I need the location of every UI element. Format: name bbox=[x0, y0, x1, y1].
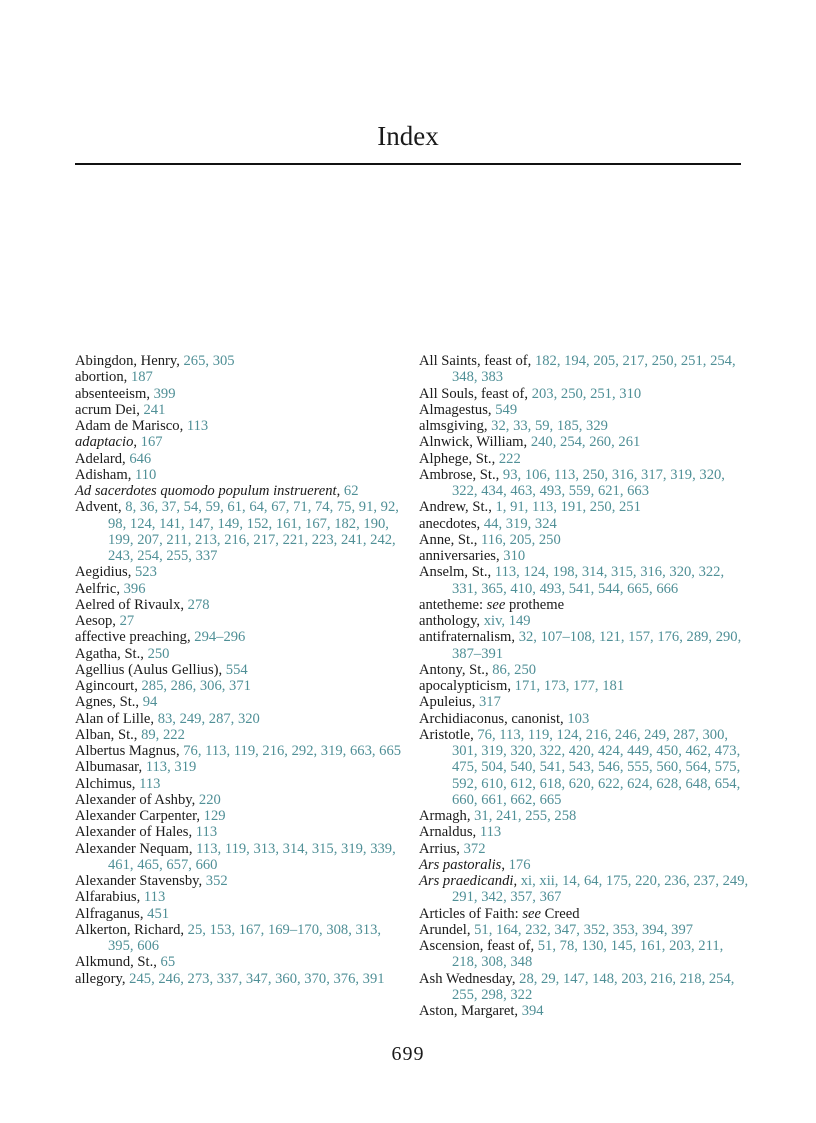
page-references[interactable]: 285, 286, 306, 371 bbox=[141, 678, 251, 694]
entry-heading: Alkerton, Richard bbox=[75, 921, 181, 938]
index-entry: antetheme: see protheme bbox=[419, 596, 565, 613]
entry-heading: Arundel bbox=[419, 921, 467, 938]
index-entry: Alexander of Ashby, 220 bbox=[75, 791, 221, 808]
entry-heading: Alfraganus bbox=[75, 905, 140, 922]
entry-heading: Articles of Faith bbox=[419, 905, 515, 922]
page-references[interactable]: 278 bbox=[187, 596, 210, 613]
entry-heading: Ars pastoralis bbox=[419, 856, 502, 873]
index-entry: Andrew, St., 1, 91, 113, 191, 250, 251 bbox=[419, 499, 641, 516]
entry-heading: Alexander of Hales bbox=[75, 824, 189, 841]
entry-heading: antetheme bbox=[419, 596, 479, 613]
page-references[interactable]: 187 bbox=[130, 369, 153, 386]
entry-heading: Aelfric bbox=[75, 580, 117, 597]
page-references[interactable]: 62 bbox=[343, 483, 359, 499]
index-entry: acrum Dei, 241 bbox=[75, 401, 166, 418]
index-entry: allegory, 245, 246, 273, 337, 347, 360, 370, 376, 391 bbox=[75, 970, 385, 987]
index-entry: Anselm, St., 113, 124, 198, 314, 315, 316, 320, 322, 331, 365, 410, 493, 541, 544, 665, 666 bbox=[419, 564, 725, 597]
entry-heading: Agnes, St. bbox=[75, 694, 136, 711]
page-references[interactable]: 646 bbox=[129, 450, 152, 467]
page-references[interactable]: 44, 319, 324 bbox=[483, 515, 557, 532]
entry-heading: Ambrose, St. bbox=[419, 466, 496, 483]
index-entry: Antony, St., 86, 250 bbox=[419, 661, 537, 678]
index-entry: Alkmund, St., 65 bbox=[75, 954, 176, 971]
index-entry: anthology, xiv, 149 bbox=[419, 613, 531, 629]
index-entry: Ambrose, St., 93, 106, 113, 250, 316, 317, 319, 320, 322, 434, 463, 493, 559, 621, 663 bbox=[419, 466, 725, 499]
index-entry: Ars pastoralis, 176 bbox=[419, 856, 531, 873]
page-references[interactable]: 554 bbox=[225, 661, 248, 678]
page-references[interactable]: 372 bbox=[463, 840, 486, 857]
index-entry: apocalypticism, 171, 173, 177, 181 bbox=[419, 678, 625, 694]
index-entry: anniversaries, 310 bbox=[419, 548, 526, 564]
page-references[interactable]: 182, 194, 205, 217, 250, 251, 254, 348, 383 bbox=[452, 353, 736, 386]
page-references[interactable]: 113 bbox=[195, 824, 218, 841]
page-references[interactable]: 89, 222 bbox=[141, 726, 185, 743]
page-references[interactable]: 222 bbox=[498, 450, 521, 467]
index-entry: Agatha, St., 250 bbox=[75, 645, 170, 662]
page-references[interactable]: 65 bbox=[160, 954, 176, 971]
index-entry: Alkerton, Richard, 25, 153, 167, 169–170, 308, 313, 395, 606 bbox=[75, 921, 382, 954]
entry-heading: All Saints, feast of bbox=[419, 353, 528, 369]
index-entry: Alexander Carpenter, 129 bbox=[75, 808, 226, 824]
entry-heading: All Souls, feast of bbox=[419, 385, 525, 402]
entry-heading: Alchimus bbox=[75, 775, 132, 792]
page-references[interactable]: 31, 241, 255, 258 bbox=[474, 808, 577, 824]
index-entry: All Souls, feast of, 203, 250, 251, 310 bbox=[419, 385, 642, 402]
entry-heading: Armagh bbox=[419, 808, 467, 824]
index-entry: Abingdon, Henry, 265, 305 bbox=[75, 353, 235, 369]
page-references[interactable]: 203, 250, 251, 310 bbox=[531, 385, 642, 402]
entry-heading: Adisham bbox=[75, 466, 128, 483]
page-references[interactable]: 250 bbox=[147, 645, 170, 662]
entry-heading: Alan of Lille bbox=[75, 710, 151, 727]
page-references[interactable]: 86, 250 bbox=[492, 661, 537, 678]
entry-heading: Anselm, St. bbox=[419, 564, 488, 581]
entry-heading: Alexander Carpenter bbox=[75, 808, 197, 824]
entry-heading: Adelard bbox=[75, 450, 123, 467]
entry-heading: Alexander of Ashby bbox=[75, 791, 192, 808]
entry-heading: Alnwick, William bbox=[419, 434, 524, 451]
index-entry: Apuleius, 317 bbox=[419, 694, 501, 711]
entry-heading: adaptacio bbox=[75, 434, 134, 451]
entry-heading: Agincourt bbox=[75, 678, 135, 694]
page-references[interactable]: xiv, 149 bbox=[483, 613, 531, 629]
entry-heading: Agellius (Aulus Gellius) bbox=[75, 661, 219, 678]
index-entry: Aelfric, 396 bbox=[75, 580, 146, 597]
entry-heading: Alkmund, St. bbox=[75, 954, 154, 971]
page-references[interactable]: 113 bbox=[186, 418, 209, 434]
page-references[interactable]: 32, 33, 59, 185, 329 bbox=[491, 418, 608, 434]
page-references[interactable]: 32, 107–108, 121, 157, 176, 289, 290, 387–391 bbox=[452, 629, 742, 662]
index-entry: Adam de Marisco, 113 bbox=[75, 418, 209, 434]
page-references[interactable]: 113 bbox=[143, 889, 166, 906]
entry-heading: Aristotle bbox=[419, 726, 471, 743]
index-entry: antifraternalism, 32, 107–108, 121, 157, 176, 289, 290, 387–391 bbox=[419, 629, 742, 662]
entry-heading: Archidiaconus, canonist bbox=[419, 710, 561, 727]
page-references[interactable]: 94 bbox=[142, 694, 158, 711]
page-references[interactable]: 93, 106, 113, 250, 316, 317, 319, 320, 322, 434, 463, 493, 559, 621, 663 bbox=[452, 466, 725, 499]
entry-heading: anniversaries bbox=[419, 548, 496, 564]
page-references[interactable]: 399 bbox=[153, 385, 176, 402]
entry-heading: Aesop bbox=[75, 613, 113, 629]
index-entry: affective preaching, 294–296 bbox=[75, 629, 246, 646]
index-entry: Alexander of Hales, 113 bbox=[75, 824, 218, 841]
index-entry: Albumasar, 113, 319 bbox=[75, 759, 197, 776]
entry-heading: Andrew, St. bbox=[419, 499, 489, 516]
page-references[interactable]: 240, 254, 260, 261 bbox=[530, 434, 641, 451]
entry-heading: anthology bbox=[419, 613, 477, 629]
page-references[interactable]: 129 bbox=[203, 808, 226, 824]
page-references[interactable]: 352 bbox=[205, 873, 228, 889]
entry-heading: antifraternalism bbox=[419, 629, 512, 646]
entry-heading: Almagestus bbox=[419, 401, 488, 418]
page-references[interactable]: 83, 249, 287, 320 bbox=[157, 710, 260, 727]
page-references[interactable]: 549 bbox=[495, 401, 518, 418]
index-entry: Aelred of Rivaulx, 278 bbox=[75, 596, 210, 613]
index-entry: Adisham, 110 bbox=[75, 466, 157, 483]
page-references[interactable]: 394 bbox=[521, 1003, 544, 1019]
index-entry: Agincourt, 285, 286, 306, 371 bbox=[75, 678, 251, 694]
entry-heading: anecdotes bbox=[419, 515, 477, 532]
entry-heading: Anne, St. bbox=[419, 531, 474, 548]
index-entry: Albertus Magnus, 76, 113, 119, 216, 292, 319, 663, 665 bbox=[75, 743, 402, 759]
page-references[interactable]: 176 bbox=[508, 856, 531, 873]
index-entry: anecdotes, 44, 319, 324 bbox=[419, 515, 557, 532]
entry-heading: Albumasar bbox=[75, 759, 139, 776]
entry-heading: Agatha, St. bbox=[75, 645, 141, 662]
page-references[interactable]: 265, 305 bbox=[183, 353, 235, 369]
index-entry: Alfraganus, 451 bbox=[75, 905, 170, 922]
index-entry: Alphege, St., 222 bbox=[419, 450, 521, 467]
see-target: Creed bbox=[544, 905, 580, 922]
index-entry: Ash Wednesday, 28, 29, 147, 148, 203, 216, 218, 254, 255, 298, 322 bbox=[419, 970, 735, 1003]
index-entry: Arundel, 51, 164, 232, 347, 352, 353, 394, 397 bbox=[419, 921, 694, 938]
see-label: see bbox=[522, 905, 541, 922]
page-references[interactable]: 167 bbox=[140, 434, 163, 451]
index-column-right bbox=[419, 353, 749, 1019]
page-references[interactable]: 294–296 bbox=[194, 629, 246, 646]
page-references[interactable]: 113, 319 bbox=[145, 759, 197, 776]
page-references[interactable]: 317 bbox=[479, 694, 501, 711]
entry-heading: Ascension, feast of bbox=[419, 938, 531, 954]
entry-heading: absenteeism bbox=[75, 385, 147, 402]
index-entry: Arrius, 372 bbox=[419, 840, 486, 857]
entry-heading: Alexander Stavensby bbox=[75, 873, 199, 889]
entry-heading: Albertus Magnus bbox=[75, 743, 176, 759]
page-references[interactable]: 310 bbox=[503, 548, 526, 564]
index-entry: Ad sacerdotes quomodo populum instruerent, 62 bbox=[75, 483, 359, 499]
index-entry: Ascension, feast of, 51, 78, 130, 145, 161, 203, 211, 218, 308, 348 bbox=[419, 938, 724, 971]
entry-heading: Aston, Margaret bbox=[419, 1003, 515, 1019]
index-entry: Arnaldus, 113 bbox=[419, 824, 502, 841]
entry-heading: Apuleius bbox=[419, 694, 472, 711]
page-references[interactable]: 113 bbox=[139, 775, 161, 792]
entry-heading: Aegidius bbox=[75, 564, 128, 581]
index-entry: Alfarabius, 113 bbox=[75, 889, 166, 906]
page-title: Index bbox=[377, 121, 439, 151]
index-entry: almsgiving, 32, 33, 59, 185, 329 bbox=[419, 418, 608, 434]
page-references[interactable]: 51, 164, 232, 347, 352, 353, 394, 397 bbox=[474, 921, 694, 938]
see-label: see bbox=[486, 596, 506, 613]
page-references[interactable]: 103 bbox=[567, 710, 590, 727]
page-references[interactable]: 523 bbox=[135, 564, 157, 581]
entry-heading: Aelred of Rivaulx bbox=[75, 596, 181, 613]
page-references[interactable]: 451 bbox=[147, 905, 170, 922]
page-references[interactable]: 28, 29, 147, 148, 203, 216, 218, 254, 255, 298, 322 bbox=[452, 970, 735, 1003]
page-references[interactable]: 113, 119, 313, 314, 315, 319, 339, 461, 465, 657, 660 bbox=[108, 840, 396, 873]
index-entry: Alnwick, William, 240, 254, 260, 261 bbox=[419, 434, 641, 451]
index-entry: Alban, St., 89, 222 bbox=[75, 726, 185, 743]
page-references[interactable]: xi, xii, 14, 64, 175, 220, 236, 237, 249, 291, 342, 357, 367 bbox=[452, 873, 749, 906]
page-number: 699 bbox=[391, 1043, 425, 1065]
entry-heading: abortion bbox=[75, 369, 124, 386]
page-references[interactable]: 241 bbox=[143, 401, 166, 418]
index-entry: All Saints, feast of, 182, 194, 205, 217, 250, 251, 254, 348, 383 bbox=[419, 353, 736, 386]
page-references[interactable]: 1, 91, 113, 191, 250, 251 bbox=[495, 499, 641, 516]
index-entry: abortion, 187 bbox=[75, 369, 153, 386]
entry-heading: Ad sacerdotes quomodo populum instruerent bbox=[75, 483, 337, 499]
index-entry: Almagestus, 549 bbox=[419, 401, 518, 418]
index-entry: Anne, St., 116, 205, 250 bbox=[419, 531, 561, 548]
index-entry: Alexander Nequam, 113, 119, 313, 314, 315, 319, 339, 461, 465, 657, 660 bbox=[75, 840, 396, 873]
index-entry: absenteeism, 399 bbox=[75, 385, 176, 402]
index-entry: Alchimus, 113 bbox=[75, 775, 161, 792]
page-references[interactable]: 113 bbox=[479, 824, 502, 841]
entry-heading: Antony, St. bbox=[419, 661, 485, 678]
entry-heading: Alphege, St. bbox=[419, 450, 492, 467]
index-entry: Ars praedicandi, xi, xii, 14, 64, 175, 220, 236, 237, 249, 291, 342, 357, 367 bbox=[419, 873, 749, 906]
entry-heading: Ars praedicandi bbox=[419, 873, 514, 889]
entry-heading: affective preaching bbox=[75, 629, 187, 646]
entry-heading: Ash Wednesday bbox=[419, 970, 512, 987]
entry-heading: Alfarabius bbox=[75, 889, 137, 906]
entry-heading: almsgiving bbox=[419, 418, 484, 434]
index-entry: Agellius (Aulus Gellius), 554 bbox=[75, 661, 248, 678]
index-entry: Archidiaconus, canonist, 103 bbox=[419, 710, 590, 727]
page-references[interactable]: 116, 205, 250 bbox=[481, 531, 561, 548]
entry-heading: acrum Dei bbox=[75, 401, 137, 418]
entry-heading: Alban, St. bbox=[75, 726, 134, 743]
entry-heading: allegory bbox=[75, 970, 122, 987]
index-entry: Agnes, St., 94 bbox=[75, 694, 158, 711]
index-entry: Aesop, 27 bbox=[75, 613, 135, 629]
entry-heading: Adam de Marisco bbox=[75, 418, 180, 434]
entry-heading: Arnaldus bbox=[419, 824, 473, 841]
entry-heading: Advent bbox=[75, 499, 118, 516]
index-entry: Alexander Stavensby, 352 bbox=[75, 873, 228, 889]
page-references[interactable]: 171, 173, 177, 181 bbox=[514, 678, 625, 694]
page-references[interactable]: 245, 246, 273, 337, 347, 360, 370, 376, 391 bbox=[129, 970, 385, 987]
index-entry: adaptacio, 167 bbox=[75, 434, 163, 451]
page-references[interactable]: 76, 113, 119, 124, 216, 246, 249, 287, 300, 301, 319, 320, 322, 420, 424, 449, 450, 462, 473, 475, 504, 540, 541, 543, 546, 555, 560, 564, 575, 592, 610, 612, 618, 620, 622, 624, 628, 648, 654, 660, 661, 662, 665 bbox=[452, 726, 741, 808]
index-entry: Adelard, 646 bbox=[75, 450, 152, 467]
page-references[interactable]: 51, 78, 130, 145, 161, 203, 211, 218, 308, 348 bbox=[452, 938, 724, 971]
entry-heading: Abingdon, Henry bbox=[75, 353, 177, 369]
page-references[interactable]: 27 bbox=[119, 613, 135, 629]
title-rule bbox=[75, 163, 741, 165]
page-references[interactable]: 113, 124, 198, 314, 315, 316, 320, 322, 331, 365, 410, 493, 541, 544, 665, 666 bbox=[452, 564, 725, 597]
index-column-left bbox=[75, 353, 405, 987]
page-references[interactable]: 8, 36, 37, 54, 59, 61, 64, 67, 71, 74, 75, 91, 92, 98, 124, 141, 147, 149, 152, 161, 167, 182, 190, 199, 207, 211, 213, 216, 217, 221, 223, 241, 242, 243, 254, 255, 337 bbox=[108, 499, 399, 564]
page-references[interactable]: 25, 153, 167, 169–170, 308, 313, 395, 606 bbox=[108, 921, 382, 954]
index-entry: Aegidius, 523 bbox=[75, 564, 157, 581]
index-entry: Aristotle, 76, 113, 119, 124, 216, 246, 249, 287, 300, 301, 319, 320, 322, 420, 424, 449, 450, 462, 473, 475, 504, 540, 541, 543, 546, 555, 560, 564, 575, 592, 610, 612, 618, 620, 622, 624, 628, 648, 654, 660, 661, 662, 665 bbox=[419, 726, 741, 808]
index-entry: Armagh, 31, 241, 255, 258 bbox=[419, 808, 577, 824]
entry-heading: apocalypticism bbox=[419, 678, 508, 694]
entry-heading: Arrius bbox=[419, 840, 457, 857]
index-entry: Aston, Margaret, 394 bbox=[419, 1003, 544, 1019]
entry-heading: Alexander Nequam bbox=[75, 840, 189, 857]
index-entry: Advent, 8, 36, 37, 54, 59, 61, 64, 67, 71, 74, 75, 91, 92, 98, 124, 141, 147, 149, 152, 161, 167, 182, 190, 199, 207, 211, 213, 216, 217, 221, 223, 241, 242, 243, 254, 255, 337 bbox=[75, 499, 399, 564]
page-references[interactable]: 396 bbox=[123, 580, 146, 597]
page-references[interactable]: 220 bbox=[198, 791, 221, 808]
page-references[interactable]: 76, 113, 119, 216, 292, 319, 663, 665 bbox=[183, 743, 402, 759]
page-references[interactable]: 110 bbox=[135, 466, 157, 483]
index-entry: Alan of Lille, 83, 249, 287, 320 bbox=[75, 710, 260, 727]
see-target: protheme bbox=[508, 596, 565, 613]
index-entry: Articles of Faith: see Creed bbox=[419, 905, 580, 922]
